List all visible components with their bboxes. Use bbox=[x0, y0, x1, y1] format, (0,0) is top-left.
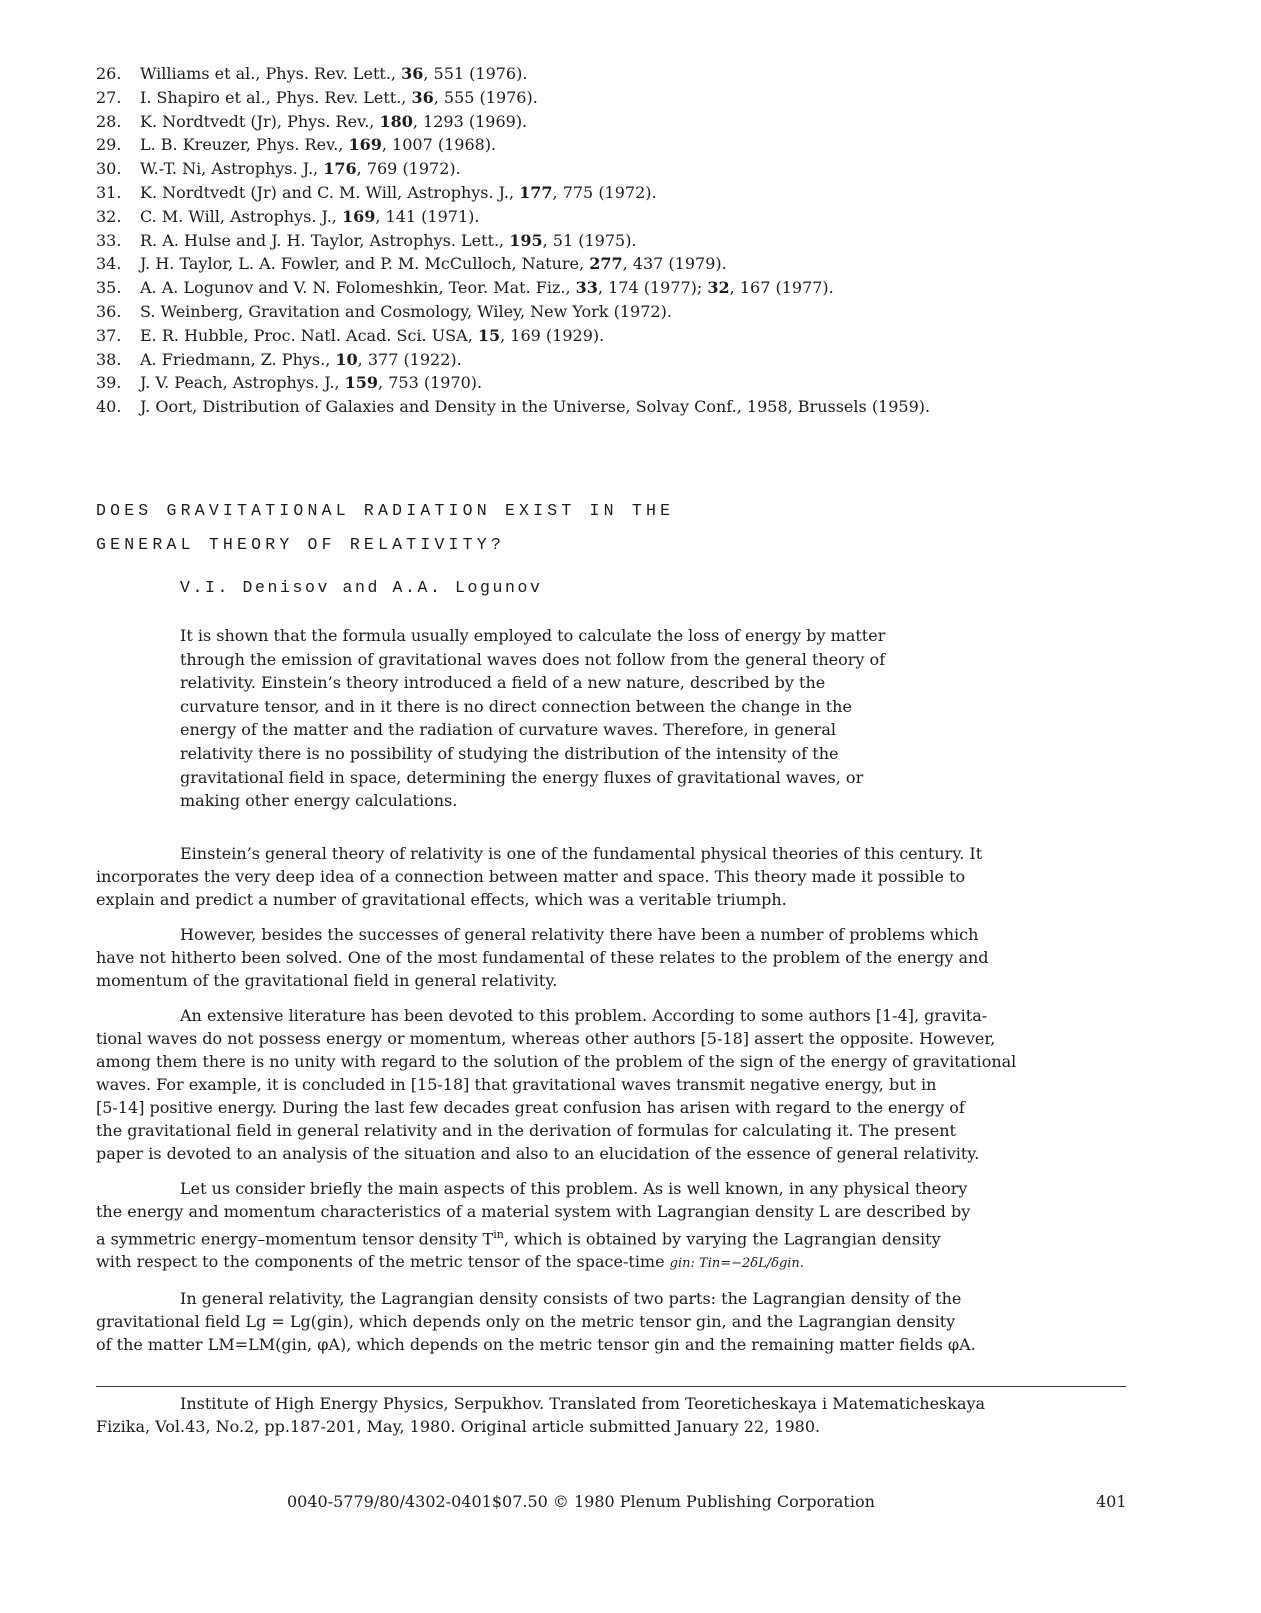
abstract bbox=[180, 624, 1006, 813]
title-line-2: GENERAL THEORY OF RELATIVITY? bbox=[96, 535, 505, 554]
reference-item: 29. L. B. Kreuzer, Phys. Rev., 169, 1007 (1968). bbox=[96, 135, 497, 155]
reference-item: 30. W.-T. Ni, Astrophys. J., 176, 769 (1972). bbox=[96, 159, 461, 179]
page-number: 401 bbox=[1096, 1492, 1127, 1511]
reference-list bbox=[96, 62, 1216, 419]
reference-item: 32. C. M. Will, Astrophys. J., 169, 141 (1971). bbox=[96, 206, 480, 226]
abstract-line: It is shown that the formula usually employed to calculate the loss of energy by matter bbox=[180, 626, 886, 645]
reference-item: 33. R. A. Hulse and J. H. Taylor, Astrophys. Lett., 195, 51 (1975). bbox=[96, 230, 637, 250]
paragraph: An extensive literature has been devoted to this problem. According to some authors [1-4], gravita- tional waves do not possess energy or momentum, whereas other authors [5-18] assert the opposite. However, among them there is no unity with regard to the solution of the problem of the sign of the energy of gravitational waves. For example, it is concluded in [15-18] that gravitational waves transmit negative energy, but in [5-14] positive energy. During the last few decades great confusion has arisen with regard to the energy of the gravitational field in general relativity and in the derivation of formulas for calculating it. The present paper is devoted to an analysis of the situation and also to an elucidation of the essence of general relativity. bbox=[96, 1006, 1017, 1163]
paragraph: Let us consider briefly the main aspects of this problem. As is well known, in any physical theory the energy and momentum characteristics of a material system with Lagrangian density L are described by a symmetric energy–momentum tensor density $T^{in}$, which is obtained by varying the Lagrangian density with respect to the components of the metric tensor of the space-time gin: Tin=−2δL/δgin. bbox=[96, 1179, 971, 1272]
abstract-line: energy of the matter and the radiation of curvature waves. Therefore, in general bbox=[180, 720, 836, 740]
abstract-line: curvature tensor, and in it there is no direct connection between the change in the bbox=[180, 696, 852, 716]
reference-item: 37. E. R. Hubble, Proc. Natl. Acad. Sci. USA, 15, 169 (1929). bbox=[96, 325, 605, 345]
body-text bbox=[96, 842, 1146, 1368]
abstract-line: gravitational field in space, determining the energy fluxes of gravitational waves, or bbox=[180, 767, 864, 787]
reference-item: 26. Williams et al., Phys. Rev. Lett., 36, 551 (1976). bbox=[96, 64, 528, 83]
footnote: Institute of High Energy Physics, Serpukhov. Translated from Teoreticheskaya i Matematicheskaya Fizika, Vol.43, No.2, pp.187-201, May, 1980. Original article submitted January 22, 1980. bbox=[96, 1394, 986, 1436]
authors: V.I. Denisov and A.A. Logunov bbox=[180, 578, 543, 597]
reference-item: 36. S. Weinberg, Gravitation and Cosmology, Wiley, New York (1972). bbox=[96, 301, 672, 321]
formula: gin: Tin=−2δL/δgin. bbox=[669, 1256, 804, 1272]
abstract-line: relativity. Einstein’s theory introduced a field of a new nature, described by the bbox=[180, 673, 826, 693]
paragraph: Einstein’s general theory of relativity is one of the fundamental physical theories of this century. It incorporates the very deep idea of a connection between matter and space. This theory made it possible to explain and predict a number of gravitational effects, which was a veritable triumph. bbox=[96, 844, 983, 909]
abstract-line: making other energy calculations. bbox=[180, 791, 458, 811]
reference-item: 31. K. Nordtvedt (Jr) and C. M. Will, Astrophys. J., 177, 775 (1972). bbox=[96, 182, 657, 202]
paragraph: However, besides the successes of general relativity there have been a number of problems which have not hitherto been solved. One of the most fundamental of these relates to the problem of the energy and momentum of the gravitational field in general relativity. bbox=[96, 925, 989, 990]
abstract-line: through the emission of gravitational waves does not follow from the general theory of bbox=[180, 649, 886, 669]
reference-item: 40. J. Oort, Distribution of Galaxies and Density in the Universe, Solvay Conf., 1958, Brussels (1959). bbox=[96, 397, 931, 417]
reference-item: 38. A. Friedmann, Z. Phys., 10, 377 (1922). bbox=[96, 349, 462, 369]
reference-item: 27. I. Shapiro et al., Phys. Rev. Lett., 36, 555 (1976). bbox=[96, 87, 538, 107]
footnote-rule bbox=[96, 1386, 1126, 1387]
publisher-code: 0040-5779/80/4302-0401$07.50 © 1980 Plenum Publishing Corporation bbox=[287, 1492, 875, 1511]
reference-item: 28. K. Nordtvedt (Jr), Phys. Rev., 180, 1293 (1969). bbox=[96, 111, 528, 131]
paragraph: In general relativity, the Lagrangian density consists of two parts: the Lagrangian density of the gravitational field Lg = Lg(gin), which depends only on the metric tensor gin, and the Lagrangian density of the matter LM=LM(gin, φA), which depends on the metric tensor gin and the remaining matter fields φA. bbox=[96, 1289, 976, 1355]
reference-item: 39. J. V. Peach, Astrophys. J., 159, 753 (1970). bbox=[96, 373, 483, 393]
reference-item: 35. A. A. Logunov and V. N. Folomeshkin, Teor. Mat. Fiz., 33, 174 (1977); 32, 167 (1977). bbox=[96, 278, 834, 298]
title-line-1: DOES GRAVITATIONAL RADIATION EXIST IN THE bbox=[96, 501, 675, 520]
reference-item: 34. J. H. Taylor, L. A. Fowler, and P. M. McCulloch, Nature, 277, 437 (1979). bbox=[96, 254, 727, 274]
abstract-line: relativity there is no possibility of studying the distribution of the intensity of the bbox=[180, 743, 839, 763]
article-title bbox=[96, 494, 674, 562]
